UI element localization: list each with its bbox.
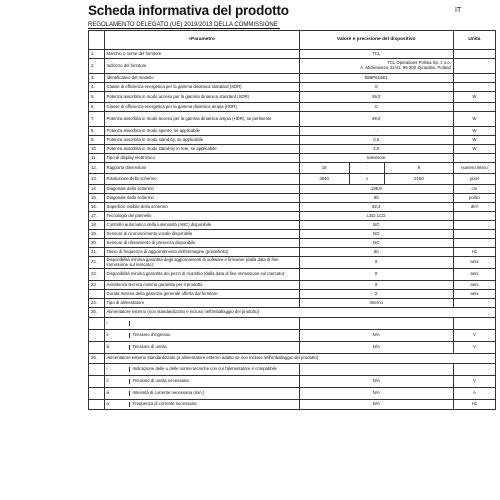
section-item-row <box>89 364 496 376</box>
row-unit: W <box>453 112 495 127</box>
row-number: 3. <box>89 74 105 83</box>
section-title: Alimentatore esterno standardizzato (o alimentatore esterno adatto se non incluso nell'imballaggio del prodotto) <box>104 354 495 364</box>
row-number: 6. <box>89 103 105 112</box>
row-number: 22. <box>89 257 105 269</box>
row-number: 20. <box>89 239 105 248</box>
row-label: Rapporto dimensioni <box>104 163 299 174</box>
row-unit <box>453 230 495 239</box>
section-item-row <box>89 342 496 354</box>
row-label: Classe di efficienza energetica per la gamma dinamica standard (SDR) <box>104 83 299 92</box>
row-value-a: 16 <box>299 163 349 174</box>
table-row <box>89 212 496 221</box>
row-value: G <box>299 83 453 92</box>
row-value: 55 <box>299 194 453 203</box>
table-row <box>89 136 496 145</box>
row-number: 15. <box>89 194 105 203</box>
item-label: Tensione d'ingresso <box>132 332 171 338</box>
row-value: 55BP615E1 <box>299 74 453 83</box>
row-unit <box>453 83 495 92</box>
item-value: N/A <box>299 376 453 388</box>
row-label: Marchio o nome del fornitore <box>104 50 299 59</box>
item-label: Tensione di uscita necessaria <box>132 378 189 384</box>
row-unit: cm <box>453 185 495 194</box>
row-label: Controllo automatico della luminosità (ABC) disponibile <box>104 221 299 230</box>
row-value: LED LCD <box>299 212 453 221</box>
row-unit <box>453 299 495 308</box>
section-spacer <box>89 342 105 354</box>
header-parameter: «Parametro <box>104 31 299 50</box>
table-body <box>89 50 496 410</box>
row-value: TCL <box>299 50 453 59</box>
row-value: 60 <box>299 248 453 257</box>
row-value: 8 <box>299 269 453 281</box>
item-label: Tensione di uscita <box>132 344 167 350</box>
row-value-b: 2160 <box>385 174 454 185</box>
document-title: Scheda informativa del prodotto <box>88 3 289 18</box>
header-value: Valore e precisione del dispositivo <box>299 31 453 50</box>
table-row <box>89 163 496 174</box>
row-number: 17. <box>89 212 105 221</box>
row-unit: anni <box>453 257 495 269</box>
section-spacer <box>89 388 105 400</box>
row-label: Disponibilità minima garantita dei pezzi di ricambio (dalla data di fine immissione sul mercato): <box>104 269 299 281</box>
row-label: Classe di efficienza energetica per la gamma dinamica ampia (HDR) <box>104 103 299 112</box>
item-value: N/A <box>299 400 453 410</box>
table-row <box>89 248 496 257</box>
row-number: 5. <box>89 92 105 103</box>
section-spacer <box>89 318 105 330</box>
row-value: 99,0 <box>299 112 453 127</box>
row-label: Potenza assorbita in modo acceso per la gamma dinamica standard (SDR) <box>104 92 299 103</box>
section-spacer <box>89 364 105 376</box>
row-unit <box>453 154 495 163</box>
item-value: N/A <box>299 330 453 342</box>
row-unit <box>453 221 495 230</box>
row-unit: dm² <box>453 203 495 212</box>
item-number <box>104 400 299 410</box>
row-label: Tecnologia del pannello <box>104 212 299 221</box>
row-number: 7. <box>89 112 105 127</box>
section-number: 26. <box>89 354 105 364</box>
row-number: 1. <box>89 50 105 59</box>
row-value: 59,0 <box>299 92 453 103</box>
item-number <box>104 376 299 388</box>
row-unit: anni <box>453 281 495 290</box>
item-index: iii <box>107 345 130 350</box>
row-unit: anni <box>453 290 495 299</box>
row-value-separator: x <box>349 174 384 185</box>
table-row <box>89 174 496 185</box>
row-value-a: 3840 <box>299 174 349 185</box>
section-item-row <box>89 376 496 388</box>
row-number <box>89 290 105 299</box>
row-label: Superficie visibile dello schermo <box>104 203 299 212</box>
table-row <box>89 103 496 112</box>
row-number: 9. <box>89 136 105 145</box>
row-unit: W <box>453 145 495 154</box>
row-unit: W <box>453 92 495 103</box>
table-row <box>89 83 496 92</box>
section-item-row <box>89 330 496 342</box>
item-unit: V <box>453 330 495 342</box>
row-value: televisore <box>299 154 453 163</box>
row-value: 138,8 <box>299 185 453 194</box>
item-value <box>299 364 453 376</box>
item-value: N/A <box>299 388 453 400</box>
row-number: 24. <box>89 299 105 308</box>
row-unit <box>453 239 495 248</box>
row-value-b: 9 <box>385 163 454 174</box>
item-number <box>104 318 299 330</box>
table-row <box>89 239 496 248</box>
section-header-row <box>89 308 496 318</box>
section-spacer <box>89 376 105 388</box>
row-value: 8 <box>299 257 453 269</box>
item-index: i <box>107 367 130 372</box>
table-row <box>89 154 496 163</box>
row-label: Diagonale dello schermo <box>104 185 299 194</box>
row-number: 19. <box>89 230 105 239</box>
product-parameter-table <box>88 30 496 410</box>
item-index: iv <box>107 402 130 407</box>
row-number: 23. <box>89 269 105 281</box>
item-index: i <box>107 321 130 326</box>
row-label: Tipo di display elettronico <box>104 154 299 163</box>
row-value: 82,3 <box>299 203 453 212</box>
row-label: Tasso di frequenza di aggiornamento dell'immagine (predefinito) <box>104 248 299 257</box>
row-number: 2. <box>89 59 105 74</box>
row-value: 2 <box>299 290 453 299</box>
row-value: G <box>299 103 453 112</box>
row-unit: Hz <box>453 248 495 257</box>
item-unit: A <box>453 388 495 400</box>
table-row <box>89 230 496 239</box>
row-unit <box>453 50 495 59</box>
item-index: iii <box>107 391 130 396</box>
row-unit: W <box>453 127 495 136</box>
row-value: 0,5 <box>299 136 453 145</box>
table-row <box>89 221 496 230</box>
item-number <box>104 364 299 376</box>
section-item-row <box>89 388 496 400</box>
row-label: Sensore di riconoscimento vocale disponibile <box>104 230 299 239</box>
item-label: Indicazione delle o delle norme tecniche con cui l'alimentatore è compatibile <box>132 366 277 372</box>
row-number: 11. <box>89 154 105 163</box>
table-row <box>89 145 496 154</box>
item-unit: Hz <box>453 400 495 410</box>
section-spacer <box>89 330 105 342</box>
table-row <box>89 185 496 194</box>
row-label: Tipo di alimentatore <box>104 299 299 308</box>
row-number: 21. <box>89 248 105 257</box>
row-label: Diagonale dello schermo <box>104 194 299 203</box>
table-row <box>89 59 496 74</box>
row-number: 8. <box>89 127 105 136</box>
item-index: ii <box>107 333 130 338</box>
item-value <box>299 318 453 330</box>
row-label: Indirizzo del fornitore <box>104 59 299 74</box>
language-code: IT <box>455 7 462 14</box>
table-row <box>89 92 496 103</box>
table-row <box>89 127 496 136</box>
row-unit <box>453 103 495 112</box>
row-unit <box>453 212 495 221</box>
item-label: Intensità di corrente necessaria (min.) <box>132 390 205 396</box>
row-number: 4. <box>89 83 105 92</box>
item-unit: V <box>453 376 495 388</box>
row-unit: pixel <box>453 174 495 185</box>
row-label: Sensore di rilevamento di presenza disponibile <box>104 239 299 248</box>
item-unit <box>453 364 495 376</box>
table-row <box>89 257 496 269</box>
table-row <box>89 50 496 59</box>
row-number: 23. <box>89 281 105 290</box>
row-unit: numero intero <box>453 163 495 174</box>
row-value: 2,0 <box>299 145 453 154</box>
row-label: Risoluzione dello schermo <box>104 174 299 185</box>
row-label: Identificativo del modello <box>104 74 299 83</box>
item-value: N/A <box>299 342 453 354</box>
row-value: NO <box>299 230 453 239</box>
table-row <box>89 269 496 281</box>
table-row <box>89 74 496 83</box>
row-number: 13. <box>89 174 105 185</box>
header-number <box>89 31 105 50</box>
header-unit: Unità <box>453 31 495 50</box>
table-row <box>89 281 496 290</box>
section-header-row <box>89 354 496 364</box>
row-value-separator: : <box>349 163 384 174</box>
section-spacer <box>89 400 105 410</box>
item-unit <box>453 318 495 330</box>
table-row <box>89 112 496 127</box>
row-unit: pollici <box>453 194 495 203</box>
row-number: 12. <box>89 163 105 174</box>
row-value: 8 <box>299 281 453 290</box>
row-number: 16. <box>89 203 105 212</box>
row-value: Interno <box>299 299 453 308</box>
row-unit <box>453 74 495 83</box>
row-unit: W <box>453 136 495 145</box>
item-number <box>104 342 299 354</box>
row-value: TCL Operations Polska Sp. z o.o. A. Mickiewicza 31/41, 96-300 Żyrardów, Poland <box>299 59 453 74</box>
row-label: Potenza assorbita in modo spento, se applicabile <box>104 127 299 136</box>
row-number: 10. <box>89 145 105 154</box>
table-row <box>89 194 496 203</box>
row-unit <box>453 59 495 74</box>
row-label: Potenza assorbita in modo stand-by in rete, se applicabile <box>104 145 299 154</box>
row-label: Potenza assorbita in modo stand-by, se applicabile <box>104 136 299 145</box>
row-value: NO <box>299 239 453 248</box>
item-unit: V <box>453 342 495 354</box>
row-label: Disponibilità minima garantita degli aggiornamenti di software e firmware (dalla data di fine immissione sul mercato): <box>104 257 299 269</box>
item-number <box>104 330 299 342</box>
row-value: - <box>299 127 453 136</box>
section-number: 25. <box>89 308 105 318</box>
row-number: 18. <box>89 221 105 230</box>
table-row <box>89 203 496 212</box>
section-title: Alimentatore esterno (non standardizzato e incluso nell'imballaggio del prodotto) <box>104 308 495 318</box>
row-label: Potenza assorbita in modo acceso per la gamma dinamica ampia (HDR), se pertinente <box>104 112 299 127</box>
item-index: ii <box>107 379 130 384</box>
row-unit: anni <box>453 269 495 281</box>
item-label: Frequenza di corrente necessaria <box>132 401 197 407</box>
item-number <box>104 388 299 400</box>
row-value: NO <box>299 221 453 230</box>
row-number: 14. <box>89 185 105 194</box>
section-item-row <box>89 318 496 330</box>
row-label: Durata minima della garanzia generale offerta dal fornitore <box>104 290 299 299</box>
table-row <box>89 299 496 308</box>
section-item-row <box>89 400 496 410</box>
regulation-subtitle: REGOLAMENTO DELEGATO (UE) 2019/2013 DELLA COMMISSIONE <box>88 22 278 28</box>
table-row <box>89 290 496 299</box>
row-label: Assistenza tecnica minima garantita per il prodotto <box>104 281 299 290</box>
